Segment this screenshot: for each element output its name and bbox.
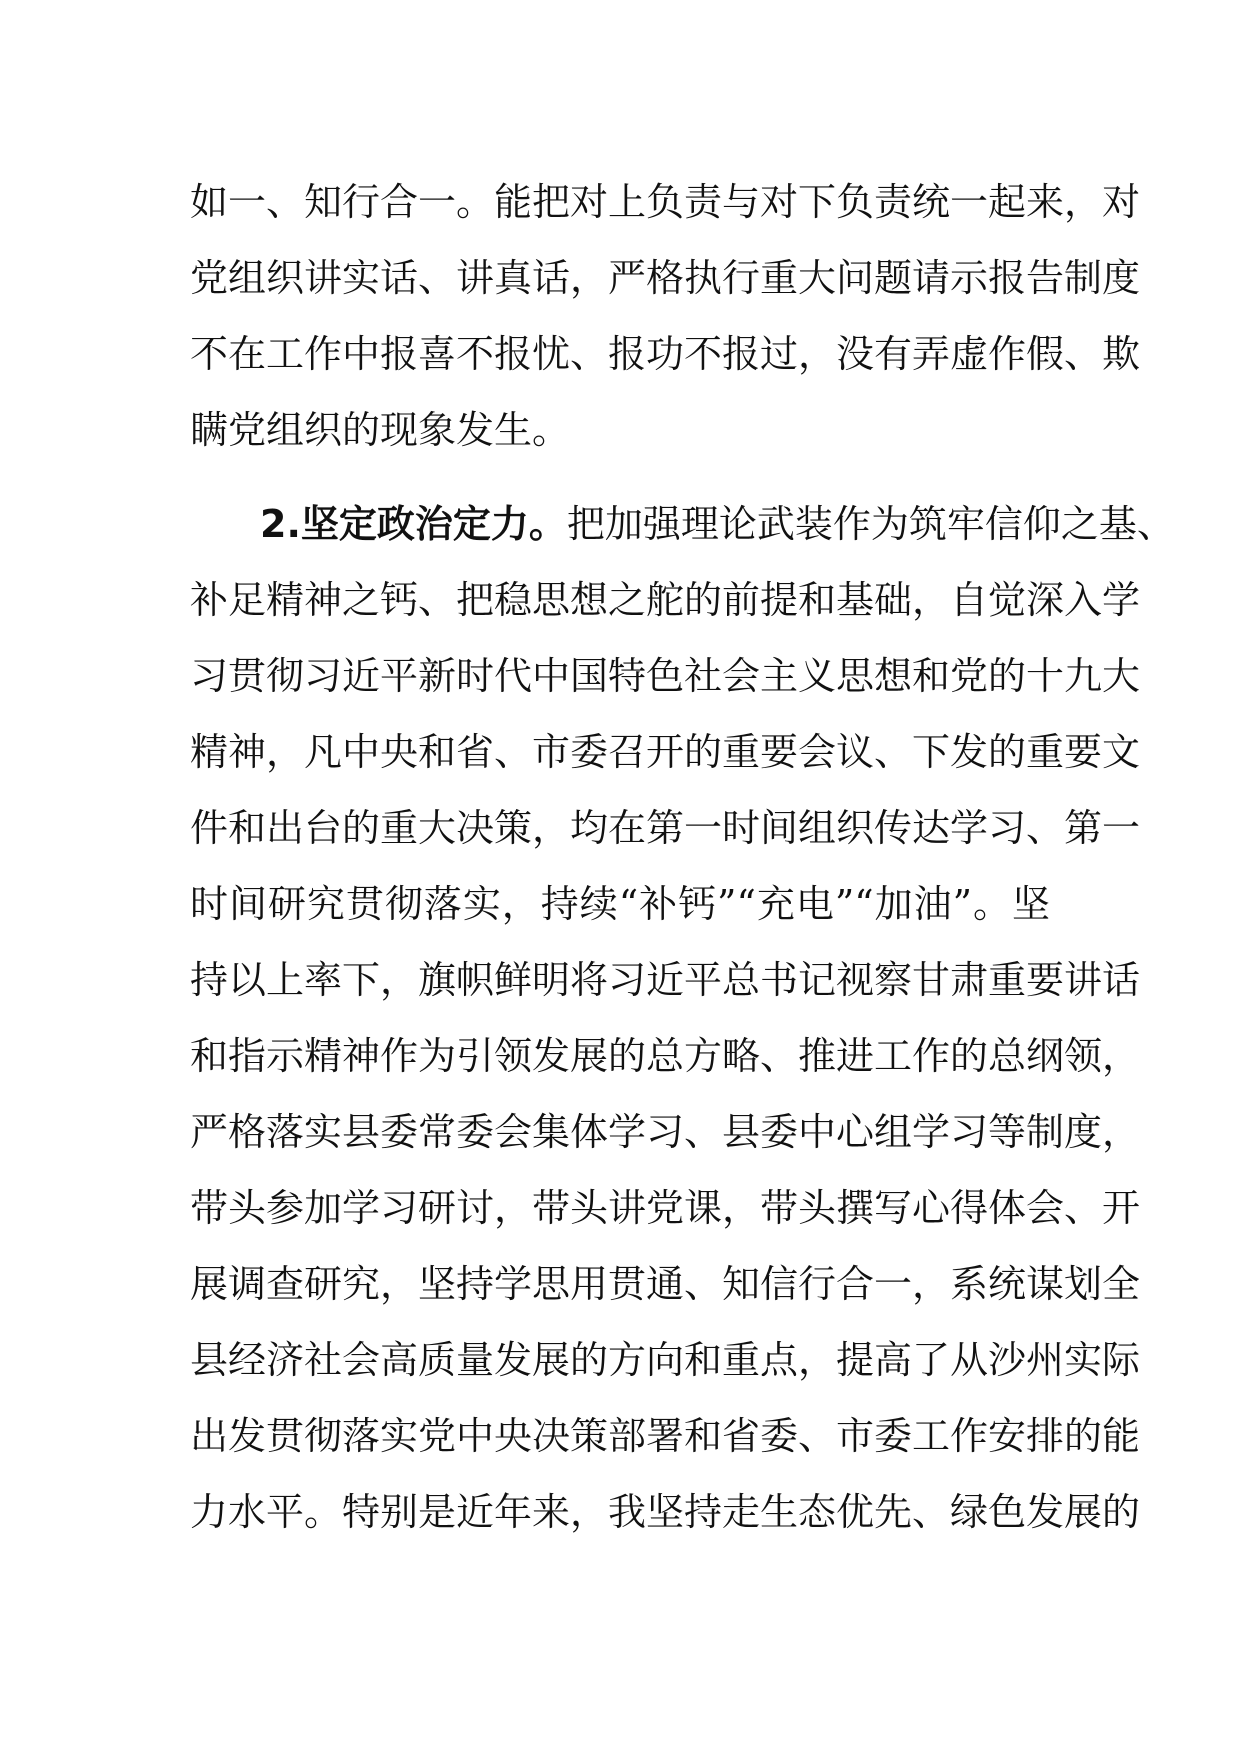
text-line: 严格落实县委常委会集体学习、县委中心组学习等制度， <box>190 1110 1141 1154</box>
paragraph-political-resolve <box>190 486 1175 1550</box>
section-heading: 2.坚定政治定力。 <box>260 502 567 546</box>
text-line: 展调查研究，坚持学思用贯通、知信行合一，系统谋划全 <box>190 1262 1141 1306</box>
text-line: 精神，凡中央和省、市委召开的重要会议、下发的重要文 <box>190 730 1141 774</box>
first-line-text: 把加强理论武装作为筑牢信仰之基、 <box>566 502 1175 546</box>
text-line: 时间研究贯彻落实，持续“补钙”“充电”“加油”。坚 <box>190 882 1050 926</box>
text-line: 带头参加学习研讨，带头讲党课，带头撰写心得体会、开 <box>190 1186 1141 1230</box>
text-line: 不在工作中报喜不报忧、报功不报过，没有弄虚作假、欺 <box>190 332 1141 376</box>
text-line: 补足精神之钙、把稳思想之舵的前提和基础，自觉深入学 <box>190 578 1141 622</box>
text-line: 力水平。特别是近年来，我坚持走生态优先、绿色发展的 <box>190 1490 1141 1534</box>
text-line: 瞒党组织的现象发生。 <box>190 408 571 452</box>
first-line <box>190 486 1175 562</box>
text-line: 和指示精神作为引领发展的总方略、推进工作的总纲领， <box>190 1034 1141 1078</box>
paragraph-continuation <box>190 164 1141 468</box>
text-line: 出发贯彻落实党中央决策部署和省委、市委工作安排的能 <box>190 1414 1141 1458</box>
text-line: 县经济社会高质量发展的方向和重点，提高了从沙州实际 <box>190 1338 1141 1382</box>
text-line: 如一、知行合一。能把对上负责与对下负责统一起来，对 <box>190 180 1141 224</box>
text-line: 党组织讲实话、讲真话，严格执行重大问题请示报告制度 <box>190 256 1141 300</box>
text-line: 习贯彻习近平新时代中国特色社会主义思想和党的十九大 <box>190 654 1141 698</box>
text-line: 件和出台的重大决策，均在第一时间组织传达学习、第一 <box>190 806 1141 850</box>
text-line: 持以上率下，旗帜鲜明将习近平总书记视察甘肃重要讲话 <box>190 958 1141 1002</box>
